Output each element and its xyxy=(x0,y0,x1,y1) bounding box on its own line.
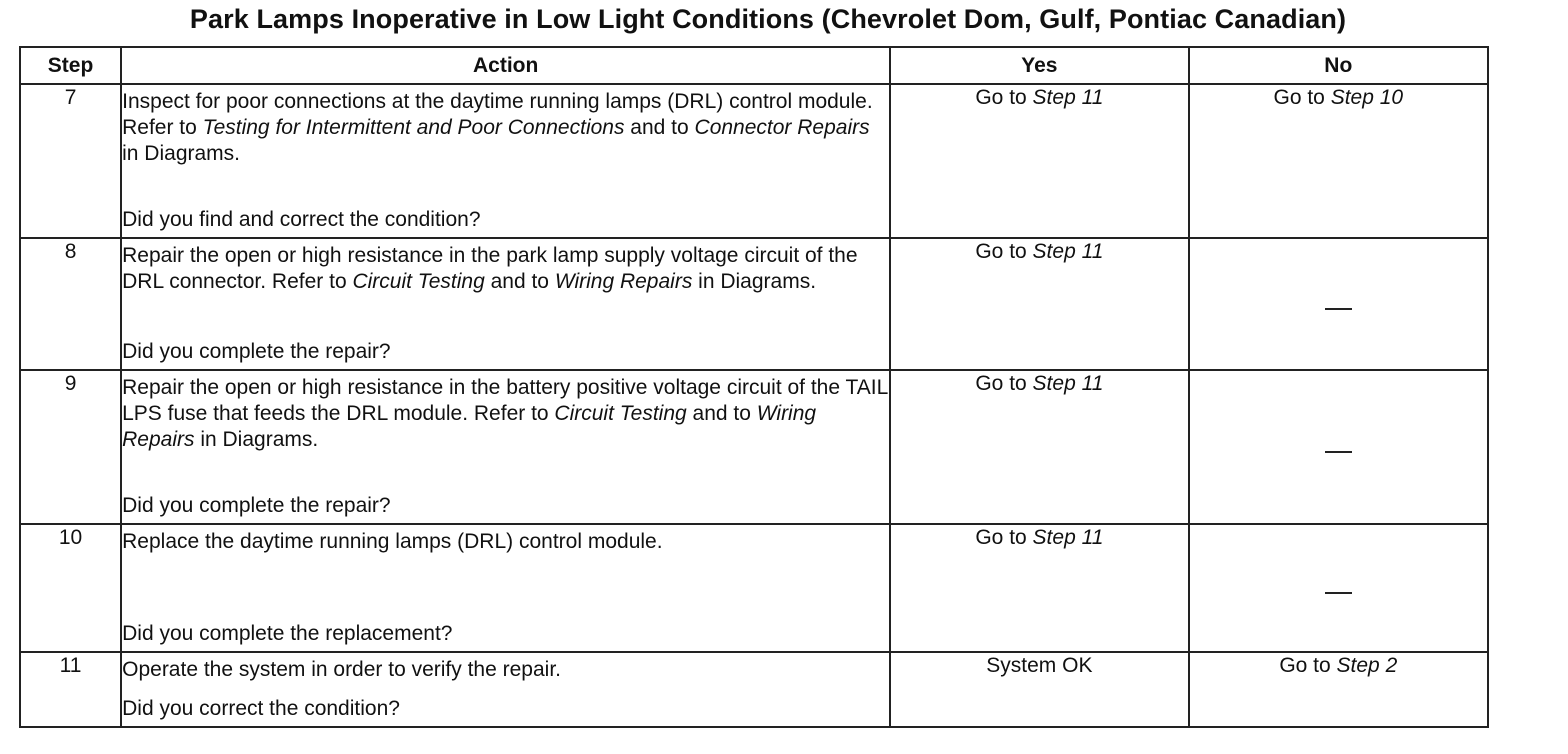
action-text: and to xyxy=(484,270,555,293)
action-text: Repair the open or high resistance in the park lamp supply voltage circuit of the DRL connector. Refer to xyxy=(122,244,858,293)
yes-cell xyxy=(890,84,1188,238)
action-cell xyxy=(121,652,890,727)
action-reference: Circuit Testing xyxy=(352,270,485,293)
table-row xyxy=(20,84,1488,238)
action-text: and to xyxy=(686,402,757,425)
action-question: Did you complete the repair? xyxy=(122,494,391,517)
yes-text: System OK xyxy=(986,654,1093,677)
no-step-link[interactable]: Step 10 xyxy=(1330,86,1404,109)
action-question: Did you find and correct the condition? xyxy=(122,208,481,231)
table-row xyxy=(20,238,1488,370)
action-description xyxy=(122,371,889,453)
action-question: Did you complete the repair? xyxy=(122,340,391,363)
action-text: Operate the system in order to verify the repair. xyxy=(122,658,561,681)
step-number: 9 xyxy=(20,370,121,524)
action-text: in Diagrams. xyxy=(122,142,240,165)
step-number: 7 xyxy=(20,84,121,238)
yes-step-link[interactable]: Step 11 xyxy=(1032,240,1104,263)
yes-cell xyxy=(890,524,1188,652)
action-reference: Connector Repairs xyxy=(694,116,870,139)
action-cell xyxy=(121,524,890,652)
yes-text: Go to xyxy=(975,86,1033,109)
action-description xyxy=(122,239,889,295)
table-row xyxy=(20,524,1488,652)
header-action: Action xyxy=(121,47,890,84)
action-description xyxy=(122,85,889,167)
action-description xyxy=(122,525,889,555)
not-applicable-dash xyxy=(1325,308,1352,310)
header-no: No xyxy=(1189,47,1488,84)
yes-cell xyxy=(890,652,1188,727)
action-text: Replace the daytime running lamps (DRL) control module. xyxy=(122,530,663,553)
action-text: in Diagrams. xyxy=(194,428,319,451)
no-text: Go to xyxy=(1273,86,1331,109)
step-number: 11 xyxy=(20,652,121,727)
step-number: 10 xyxy=(20,524,121,652)
no-cell xyxy=(1189,84,1488,238)
no-cell xyxy=(1189,652,1488,727)
header-yes: Yes xyxy=(890,47,1188,84)
action-reference: Wiring Repairs xyxy=(554,270,693,293)
not-applicable-dash xyxy=(1325,451,1352,453)
header-step: Step xyxy=(20,47,121,84)
diagnostic-table xyxy=(19,46,1489,728)
action-reference: Testing for Intermittent and Poor Connections xyxy=(202,116,625,139)
yes-text: Go to xyxy=(975,372,1033,395)
action-text: Inspect for poor connections at the daytime running lamps (DRL) control module. Refer to xyxy=(122,90,873,139)
action-text: and to xyxy=(624,116,695,139)
action-cell xyxy=(121,370,890,524)
no-text: Go to xyxy=(1279,654,1337,677)
table-header-row xyxy=(20,47,1488,84)
no-step-link[interactable]: Step 2 xyxy=(1336,654,1398,677)
action-cell xyxy=(121,84,890,238)
action-cell xyxy=(121,238,890,370)
action-description xyxy=(122,653,889,683)
no-cell xyxy=(1189,524,1488,652)
yes-step-link[interactable]: Step 11 xyxy=(1032,526,1104,549)
action-question: Did you correct the condition? xyxy=(122,697,400,720)
yes-step-link[interactable]: Step 11 xyxy=(1032,86,1104,109)
yes-step-link[interactable]: Step 11 xyxy=(1032,372,1104,395)
action-reference: Circuit Testing xyxy=(554,402,687,425)
not-applicable-dash xyxy=(1325,592,1352,594)
yes-cell xyxy=(890,238,1188,370)
action-text: Repair the open or high resistance in the battery positive voltage circuit of the TAIL LPS fuse that feeds the DRL module. Refer to xyxy=(122,376,888,425)
no-cell xyxy=(1189,238,1488,370)
step-number: 8 xyxy=(20,238,121,370)
action-question: Did you complete the replacement? xyxy=(122,622,453,645)
table-row xyxy=(20,652,1488,727)
yes-cell xyxy=(890,370,1188,524)
no-cell xyxy=(1189,370,1488,524)
yes-text: Go to xyxy=(975,526,1033,549)
action-reference: Wiring Repairs xyxy=(122,402,817,451)
page-title: Park Lamps Inoperative in Low Light Conditions (Chevrolet Dom, Gulf, Pontiac Canadian) xyxy=(189,4,1347,34)
yes-text: Go to xyxy=(975,240,1033,263)
table-row xyxy=(20,370,1488,524)
action-text: in Diagrams. xyxy=(692,270,817,293)
